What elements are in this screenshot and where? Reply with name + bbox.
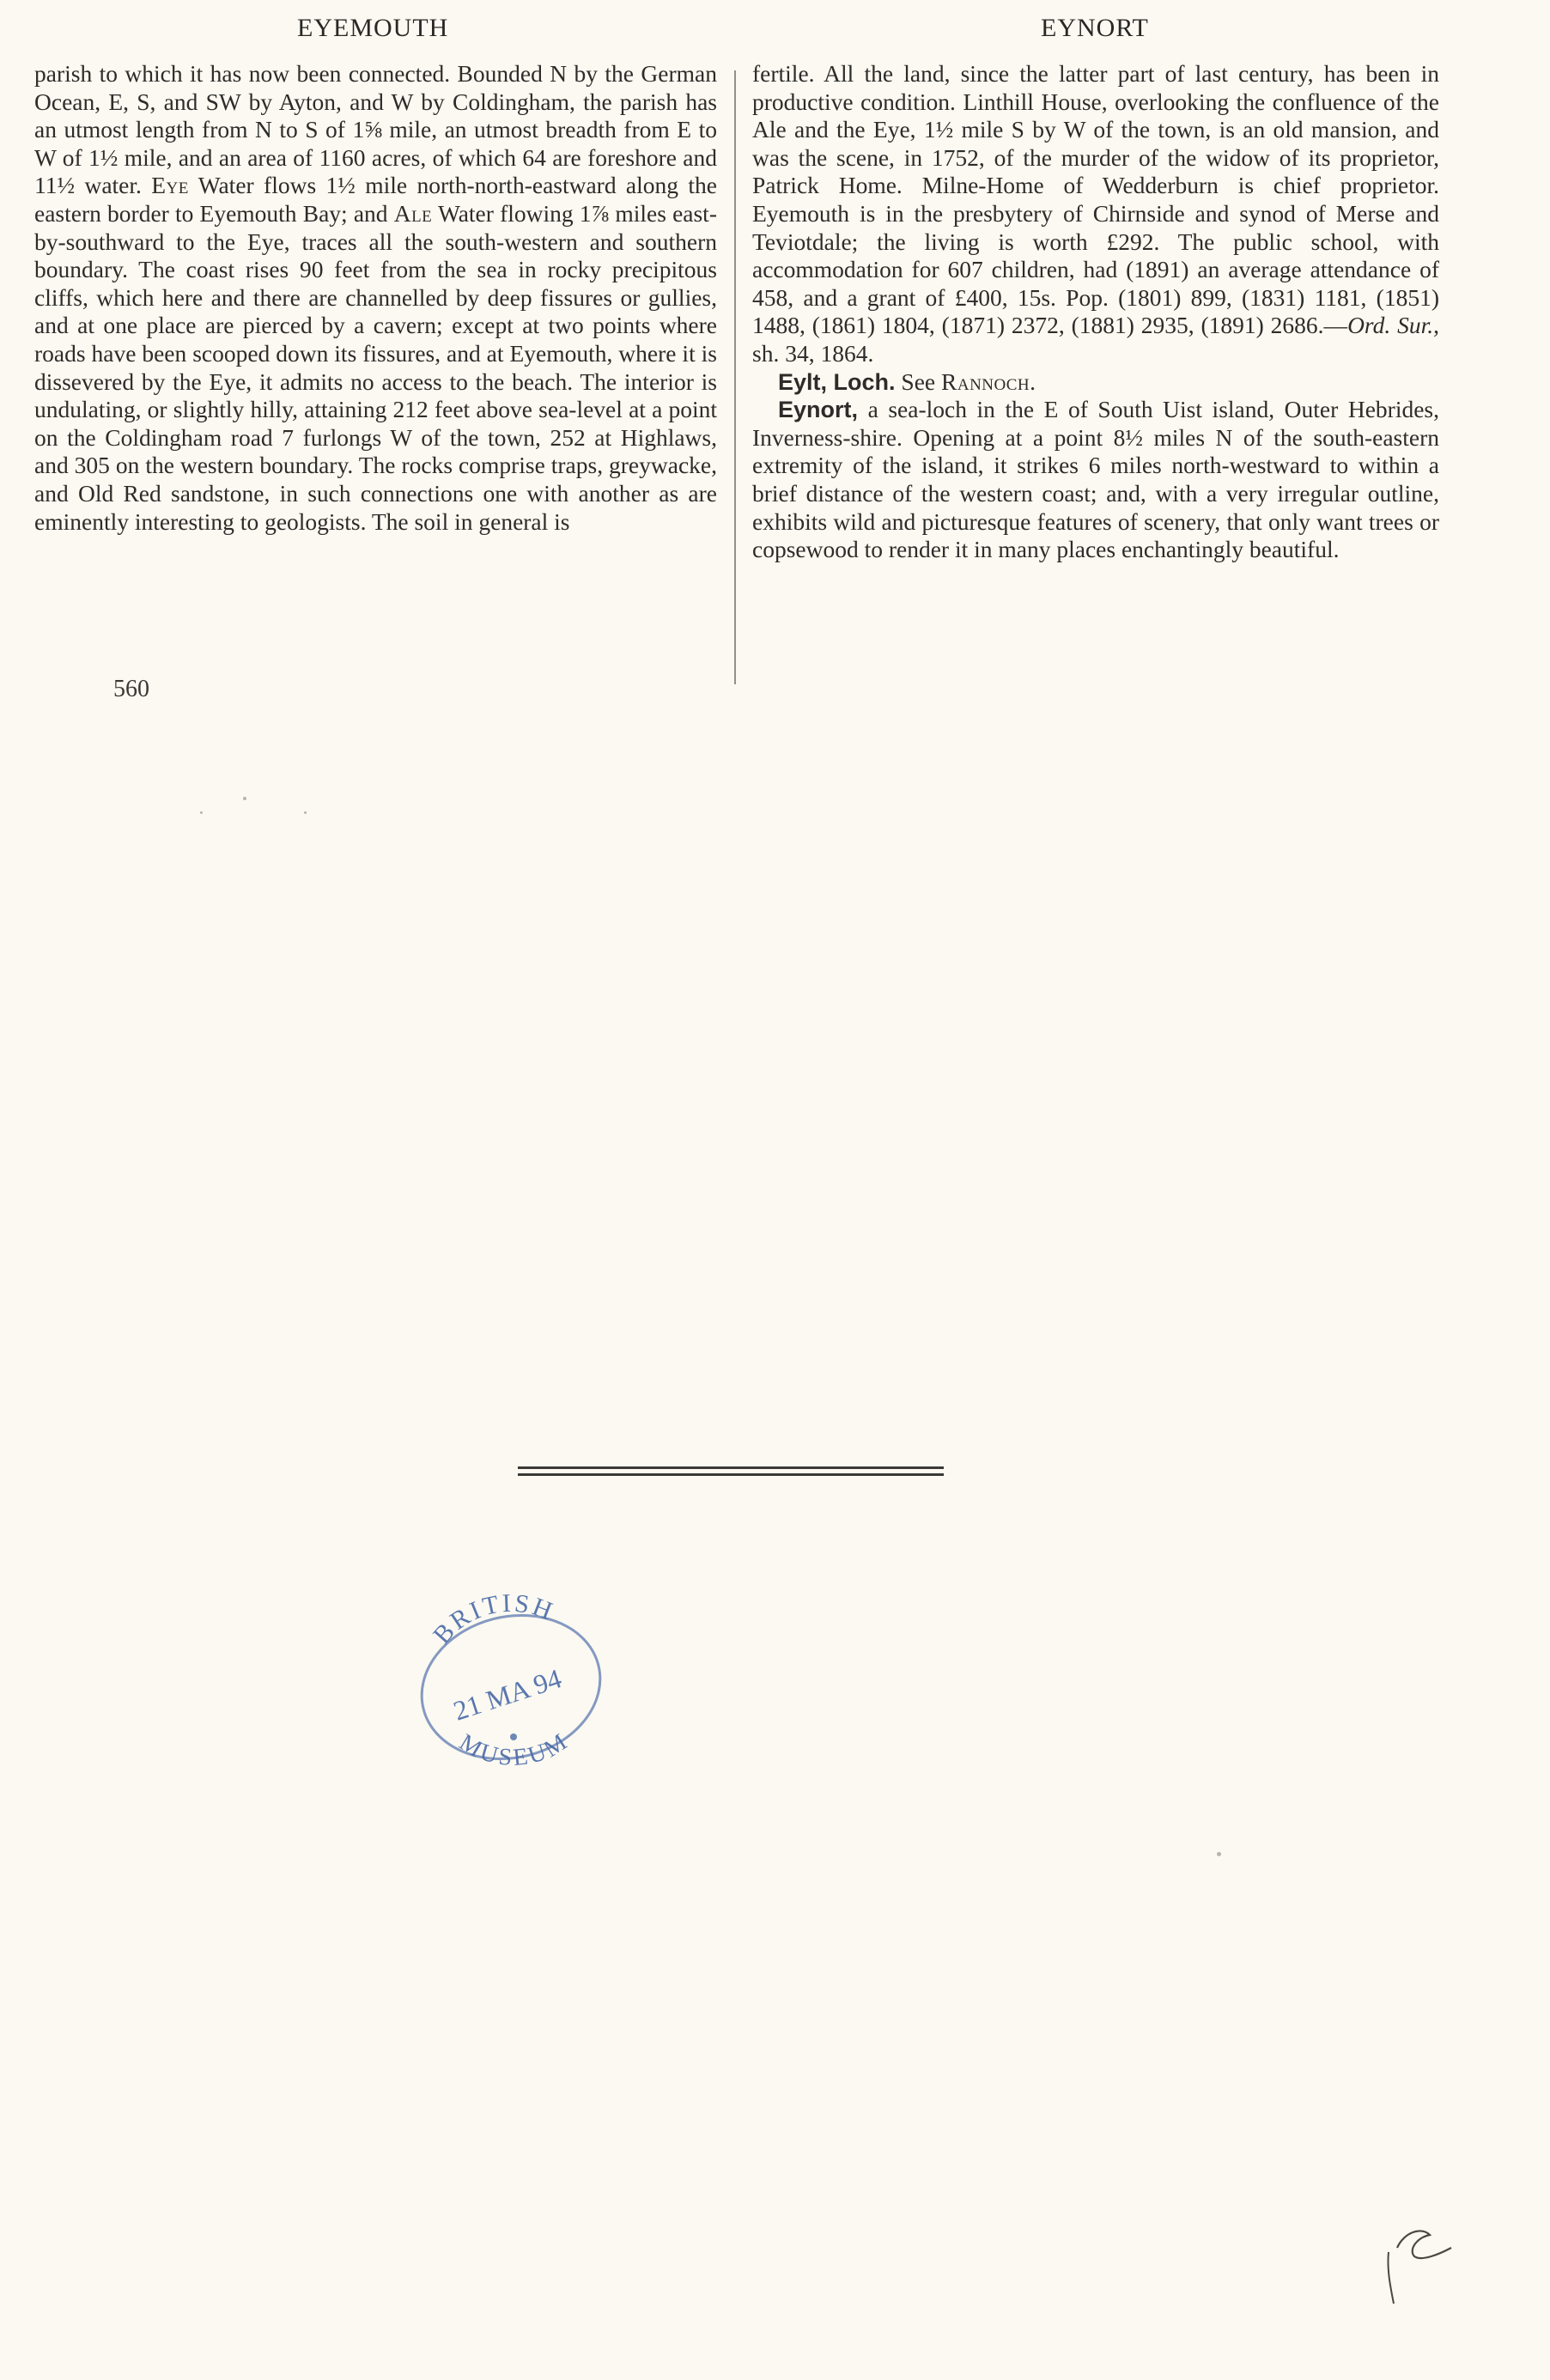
stamp-bottom-text: MUSEUM (454, 1727, 574, 1772)
small-caps-eye: Eye (151, 172, 189, 199)
handwritten-mark (1378, 2222, 1460, 2308)
entry-eylt-loch (752, 368, 1439, 397)
small-caps-ale: Ale (393, 199, 433, 227)
left-column (34, 60, 717, 536)
paragraph-text: Water flows 1½ mile north-north-eastward along the eastern border to Eyemouth Bay; and (34, 172, 717, 227)
paragraph-text: Water flowing 1⅞ miles east-by-southward to the Eye, traces all the south-western and southern boundary. The coast rises 90 feet from the sea in rocky precipitous cliffs, which here and there are channelled by deep fissures or gullies, and at one place are pierced by a cavern; except at two points where roads have been scooped down its fissures, and at Eyemouth, where it is dissevered by the Eye, it admits no access to the beach. The interior is undulating, or slightly hilly, attaining 212 feet above sea-level at a point on the Coldingham road 7 furlongs W of the town, 252 at Highlaws, and 305 on the western boundary. The rocks comprise traps, greywacke, and Old Red sandstone, in such connections one with another as are eminently interesting to geologists. The soil in general is (34, 199, 717, 535)
see-text: See (895, 367, 941, 395)
italic-ord-sur: Ord. Sur. (1347, 312, 1434, 339)
period: . (1030, 367, 1036, 395)
cross-reference-rannoch: Rannoch (941, 367, 1030, 395)
paragraph-text: parish to which it has now been connected. Bounded N by the German Ocean, E, S, and SW by Ayton, and W by Coldingham, the parish has an utmost length from N to S of 1⅝ mile, an utmost breadth from E to W of 1½ mile, and an area of 1160 acres, of which 64 are foreshore and 11½ water. (34, 60, 717, 199)
page-number: 560 (113, 676, 149, 702)
paper-speck (200, 811, 203, 814)
running-head-right: EYNORT (1041, 14, 1149, 42)
column-divider (734, 70, 736, 684)
headword-eynort: Eynort, (778, 397, 859, 423)
paper-speck (243, 797, 246, 800)
entry-eynort (752, 396, 1439, 564)
stamp-date: 21 MA 94 (449, 1662, 566, 1727)
end-rule-top (518, 1466, 944, 1469)
headword-eylt: Eylt, Loch. (778, 368, 896, 395)
british-museum-stamp (404, 1593, 614, 1777)
paper-speck (304, 811, 307, 814)
end-rule-bottom (518, 1473, 944, 1476)
paragraph-text: fertile. All the land, since the latter part of last century, has been in productive condition. Linthill House, overlooking the confluence of the Ale and the Eye, 1½ mile S by W of the town, is an old mansion, and was the scene, in 1752, of the murder of the widow of its proprietor, Patrick Home. Milne-Home of Wedderburn is chief proprietor. Eyemouth is in the presbytery of Chirnside and synod of Merse and Teviotdale; the living is worth £292. The public school, with accommodation for 607 children, had (1891) an average attendance of 458, and a grant of £400, 15s. Pop. (1801) 899, (1831) 1181, (1851) 1488, (1861) 1804, (1871) 2372, (1881) 2935, (1891) 2686.— (752, 60, 1439, 339)
entry-text: a sea-loch in the E of South Uist island, Outer Hebrides, Inverness-shire. Opening at a point 8½ miles N of the south-eastern extremity of the island, it strikes 6 miles north-westward to within a brief distance of the western coast; and, with a very irregular outline, exhibits wild and picturesque features of scenery, that only want trees or copsewood to render it in many places enchantingly beautiful. (752, 396, 1439, 563)
running-head-left: EYEMOUTH (297, 14, 449, 42)
right-column (752, 60, 1439, 564)
svg-text:BRITISH (428, 1593, 558, 1649)
paper-speck (1217, 1852, 1221, 1856)
stamp-top-text: BRITISH (428, 1593, 559, 1649)
eyemouth-continued-paragraph (34, 60, 717, 536)
eyemouth-conclusion-paragraph (752, 60, 1439, 368)
paragraph-text: , sh. 34, 1864. (752, 312, 1439, 367)
